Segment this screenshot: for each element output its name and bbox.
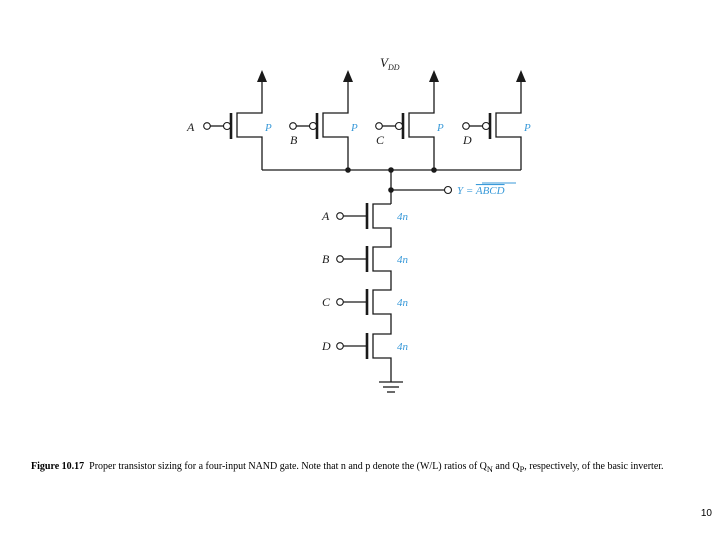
output-terminal <box>445 187 452 194</box>
pmos-input-label: A <box>187 120 195 134</box>
input-terminal <box>337 343 344 350</box>
input-terminal <box>337 256 344 263</box>
pmos-type-label: P <box>437 122 444 134</box>
vdd-arrow-icon <box>343 70 353 82</box>
nmos-input-label: B <box>322 252 330 266</box>
nmos-input-label: C <box>322 295 331 309</box>
vdd-label: $V_{DD}$ <box>380 55 400 72</box>
vdd-arrow-icon <box>429 70 439 82</box>
input-terminal <box>204 123 211 130</box>
figure-number: Figure 10.17 <box>31 461 85 472</box>
input-terminal <box>337 213 344 220</box>
input-terminal <box>290 123 297 130</box>
vdd-arrow-icon <box>257 70 267 82</box>
nmos-input-label: A <box>322 209 330 223</box>
pmos-input-label: C <box>376 133 385 147</box>
pmos-transistor <box>290 70 358 170</box>
caption-and: and Q <box>492 461 520 472</box>
figure-caption <box>31 460 691 476</box>
nmos-input-label: D <box>322 339 331 353</box>
caption-sub-n: N <box>486 465 493 474</box>
output-label: Y = ABCD <box>457 185 505 197</box>
nmos-transistor <box>322 240 409 283</box>
pmos-input-label: D <box>463 133 472 147</box>
nmos-transistor <box>322 283 409 326</box>
input-terminal <box>463 123 470 130</box>
pmos-transistor <box>462 70 531 170</box>
nmos-transistor <box>321 326 409 370</box>
nmos-size-label: 4n <box>397 211 408 223</box>
inversion-bubble <box>224 123 231 130</box>
caption-tail: , respectively, of the basic inverter. <box>524 461 664 472</box>
input-terminal <box>337 299 344 306</box>
junction-dot <box>431 167 437 173</box>
junction-dot <box>345 167 351 173</box>
inversion-bubble <box>396 123 403 130</box>
output-expression: ABCD <box>475 185 505 197</box>
pmos-transistor <box>376 70 444 170</box>
caption-sub-p: P <box>519 465 525 474</box>
nmos-size-label: 4n <box>397 297 408 309</box>
pmos-transistor <box>186 70 272 170</box>
vdd-arrow-icon <box>516 70 526 82</box>
pmos-input-label: B <box>290 133 298 147</box>
pmos-row <box>186 70 531 170</box>
caption-text: Proper transistor sizing for a four-input NAND gate. Note that n and p denote the (W/L) ratios of Q <box>89 461 487 472</box>
inversion-bubble <box>483 123 490 130</box>
nmos-stack <box>321 203 409 370</box>
input-terminal <box>376 123 383 130</box>
page-number: 10 <box>700 508 712 519</box>
nmos-size-label: 4n <box>397 254 408 266</box>
inversion-bubble <box>310 123 317 130</box>
ground-icon <box>379 370 403 392</box>
pmos-type-label: P <box>351 122 358 134</box>
nmos-transistor <box>321 203 409 240</box>
pmos-type-label: P <box>265 122 272 134</box>
pmos-type-label: P <box>524 122 531 134</box>
nmos-size-label: 4n <box>397 341 408 353</box>
